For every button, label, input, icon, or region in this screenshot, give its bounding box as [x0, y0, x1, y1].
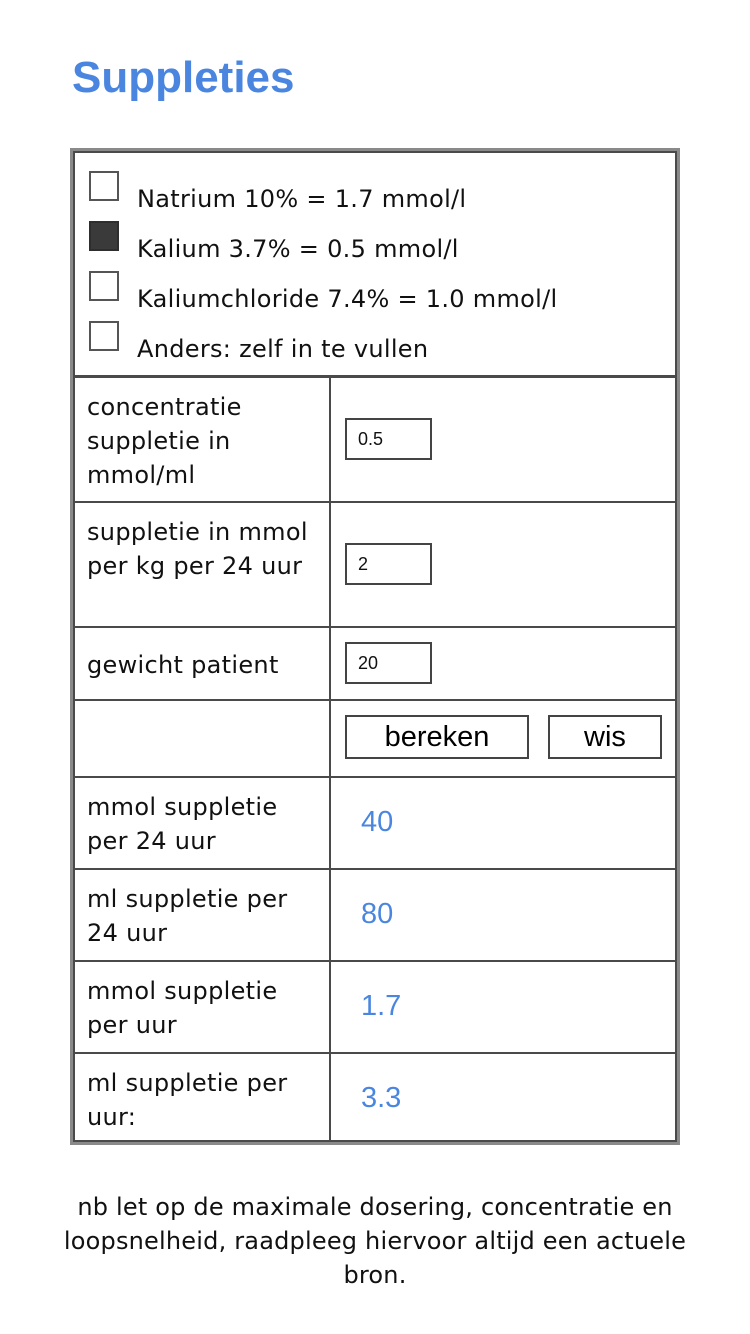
- calculator-panel: [70, 148, 680, 1145]
- checkbox-kalium[interactable]: [89, 221, 119, 251]
- supplement-options: [73, 151, 677, 377]
- result-cell-mmol-uur: [329, 960, 677, 1054]
- label-cell-mmol-24: [73, 776, 331, 870]
- label-cell-ml-24: [73, 868, 331, 962]
- suppletie-per-kg-label: suppletie in mmol per kg per 24 uur: [87, 518, 308, 580]
- label-cell-gewicht: [73, 626, 331, 701]
- option-natrium[interactable]: [89, 171, 679, 221]
- wis-button[interactable]: wis: [548, 715, 662, 759]
- ml-24-value: 80: [361, 898, 394, 930]
- empty-cell: [73, 699, 331, 778]
- gewicht-label: gewicht patient: [87, 651, 279, 679]
- input-cell-concentratie: [329, 376, 677, 503]
- gewicht-input[interactable]: 20: [345, 642, 432, 684]
- option-kalium[interactable]: [89, 221, 679, 271]
- option-kaliumchloride[interactable]: [89, 271, 679, 321]
- option-anders[interactable]: [89, 321, 679, 371]
- option-label: Natrium 10% = 1.7 mmol/l: [137, 185, 467, 213]
- ml-uur-label: ml suppletie per uur:: [87, 1069, 288, 1131]
- ml-24-label: ml suppletie per 24 uur: [87, 885, 288, 947]
- page-title: Suppleties: [72, 53, 295, 102]
- input-cell-gewicht: [329, 626, 677, 701]
- label-cell-ml-uur: [73, 1052, 331, 1142]
- checkbox-kaliumchloride[interactable]: [89, 271, 119, 301]
- suppletie-per-kg-input[interactable]: 2: [345, 543, 432, 585]
- option-label: Kaliumchloride 7.4% = 1.0 mmol/l: [137, 285, 558, 313]
- result-cell-ml-24: [329, 868, 677, 962]
- ml-uur-value: 3.3: [361, 1082, 402, 1114]
- option-label: Kalium 3.7% = 0.5 mmol/l: [137, 235, 459, 263]
- mmol-uur-label: mmol suppletie per uur: [87, 977, 278, 1039]
- result-cell-mmol-24: [329, 776, 677, 870]
- label-cell-mmol-uur: [73, 960, 331, 1054]
- button-cell: [329, 699, 677, 778]
- concentratie-input[interactable]: 0.5: [345, 418, 432, 460]
- checkbox-natrium[interactable]: [89, 171, 119, 201]
- input-cell-suppletie-per-kg: [329, 501, 677, 628]
- mmol-24-label: mmol suppletie per 24 uur: [87, 793, 278, 855]
- option-label: Anders: zelf in te vullen: [137, 335, 429, 363]
- checkbox-anders[interactable]: [89, 321, 119, 351]
- label-cell-suppletie-per-kg: [73, 501, 331, 628]
- result-cell-ml-uur: [329, 1052, 677, 1142]
- mmol-24-value: 40: [361, 806, 394, 838]
- bereken-button[interactable]: bereken: [345, 715, 529, 759]
- label-cell-concentratie: [73, 376, 331, 503]
- mmol-uur-value: 1.7: [361, 990, 402, 1022]
- dosage-warning-note: nb let op de maximale dosering, concentratie en loopsnelheid, raadpleeg hiervoor altijd een actuele bron.: [63, 1193, 687, 1289]
- concentratie-label: concentratie suppletie in mmol/ml: [87, 393, 242, 489]
